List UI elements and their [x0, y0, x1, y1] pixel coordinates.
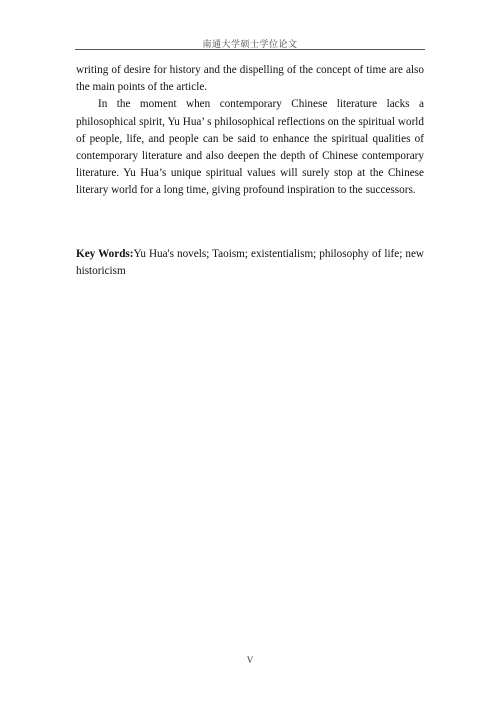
paragraph: In the moment when contemporary Chinese literature lacks a philosophical spirit, Yu Hua’ s philosophical reflections on the spiritual world of people, life, and people can be said to enhance the spiritual qualities of contemporary literature and also deepen the depth of Chinese contemporary literature. Yu Hua’s unique spiritual values will surely stop at the Chinese literary world for a long time, giving profound inspiration to the successors.: [76, 98, 424, 197]
paragraph-continuation: writing of desire for history and the dispelling of the concept of time are also the main points of the article.: [76, 64, 424, 94]
header-rule: [75, 49, 425, 50]
keywords-line: [76, 246, 424, 280]
running-header: 南通大学硕士学位论文: [202, 39, 298, 49]
page-number: V: [246, 655, 254, 665]
keywords-label: Key Words:: [76, 248, 134, 260]
abstract-body: [76, 62, 424, 200]
keywords-text: Yu Hua's novels; Taoism; existentialism; philosophy of life; new historicism: [76, 248, 425, 278]
